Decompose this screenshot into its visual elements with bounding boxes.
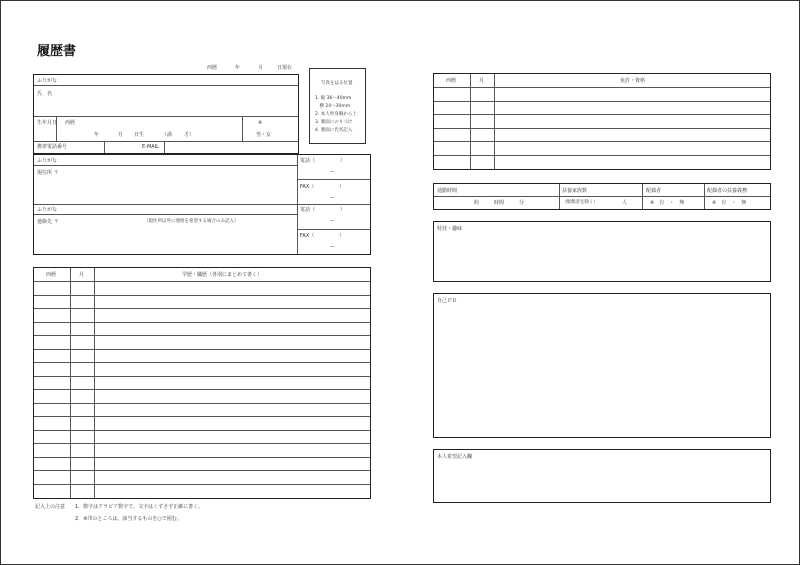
table-row-line	[34, 403, 370, 404]
name-label: 氏 名	[37, 91, 53, 97]
request-box	[433, 449, 771, 503]
personal-info-box	[33, 74, 299, 154]
photo-line: 3. 裏面にのりづけ	[315, 120, 353, 125]
photo-title: 写真をはる位置	[321, 81, 353, 86]
fax-dash: —	[330, 195, 335, 201]
photo-box	[309, 68, 366, 144]
notes-label: 記入上の注意	[35, 504, 66, 510]
table-row-line	[34, 416, 370, 417]
table-row-line	[34, 376, 370, 377]
birth-era: 西暦	[65, 120, 76, 126]
email-label: E-MAIL	[142, 144, 159, 150]
furigana-label: ふりがな	[37, 78, 58, 84]
table-row-line	[34, 389, 370, 390]
family-sub: （配偶者を除く）	[562, 200, 598, 205]
phone-label: 電話（ ）	[300, 158, 346, 164]
table-row-line	[434, 141, 770, 142]
commute-time-value: 約 時間 分	[474, 200, 525, 206]
history-content-header: 学歴・職歴（各別にまとめて書く）	[182, 272, 263, 278]
mobile-label: 携帯電話番号	[37, 144, 68, 150]
photo-line: 1. 縦 36〜40mm	[315, 96, 352, 101]
address-furigana: ふりがな	[37, 158, 58, 164]
history-month-header: 月	[79, 272, 85, 278]
fax-label: FAX（ ）	[300, 184, 345, 190]
table-row-line	[34, 308, 370, 309]
family-unit: 人	[622, 200, 628, 206]
contact-fax-dash: —	[330, 244, 335, 250]
table-row-line	[434, 87, 770, 88]
license-year-header: 西暦	[446, 78, 457, 84]
contact-phone-dash: —	[330, 218, 335, 224]
table-row-line	[34, 349, 370, 350]
table-row-line	[434, 114, 770, 115]
note-item: 2．※印のところは、該当するものを○で囲む。	[75, 516, 182, 522]
contact-phone-label: 電話（ ）	[300, 207, 346, 213]
self-pr-box	[433, 293, 771, 438]
license-table	[433, 73, 771, 170]
address-box	[33, 154, 371, 255]
table-row-line	[34, 335, 370, 336]
history-year-header: 西暦	[46, 272, 57, 278]
table-row-line	[34, 470, 370, 471]
skills-box	[433, 221, 771, 282]
spouse-label: 配偶者	[646, 188, 662, 194]
family-label: 扶養家族数	[562, 188, 588, 194]
birth-day-label: 日生	[134, 132, 145, 138]
date-year-label: 年	[235, 65, 241, 71]
note-item: 1．数字はアラビア数字で、文字はくずさず正確に書く。	[75, 504, 203, 510]
date-day-label: 日現在	[277, 65, 293, 71]
table-row-line	[34, 430, 370, 431]
history-table	[33, 267, 371, 499]
phone-dash: —	[330, 169, 335, 175]
photo-line: 4. 裏面に氏名記入	[315, 128, 353, 133]
page-title: 履歴書	[37, 44, 77, 59]
table-row-line	[34, 281, 370, 282]
commute-time-label: 通勤時間	[437, 188, 458, 194]
current-address-label: 現住所 〒	[37, 170, 59, 176]
contact-fax-label: FAX（ ）	[300, 233, 345, 239]
contact-note: （現住所以外に連絡を希望する場合のみ記入）	[144, 219, 239, 224]
commute-box	[433, 183, 771, 210]
license-month-header: 月	[479, 78, 485, 84]
table-row-line	[434, 101, 770, 102]
date-prefix: 西暦	[207, 65, 218, 71]
skills-label: 特技・趣味	[437, 226, 463, 232]
photo-line: 横 24〜30mm	[315, 104, 351, 109]
birthdate-label: 生年月日	[37, 120, 58, 126]
table-row-line	[434, 155, 770, 156]
sex-mark: ※	[258, 120, 263, 126]
birth-month-label: 月	[118, 132, 124, 138]
table-row-line	[34, 322, 370, 323]
table-row-line	[34, 443, 370, 444]
photo-line: 2. 本人単身胸から上	[315, 112, 357, 117]
contact-address-label: 連絡先 〒	[37, 219, 59, 225]
table-row-line	[34, 362, 370, 363]
table-row-line	[34, 295, 370, 296]
table-row-line	[34, 484, 370, 485]
table-row-line	[34, 457, 370, 458]
self-pr-label: 自己ＰＲ	[437, 298, 458, 304]
spouse-value: ※ 有 ・ 無	[650, 200, 685, 206]
request-label: 本人希望記入欄	[437, 454, 473, 460]
support-value: ※ 有 ・ 無	[712, 200, 747, 206]
sex-options: 男・女	[256, 132, 272, 138]
age-open: （満	[162, 132, 173, 138]
license-content-header: 免許・資格	[620, 78, 646, 84]
support-label: 配偶者の扶養義務	[707, 188, 748, 194]
table-row-line	[434, 128, 770, 129]
age-close: 才）	[184, 132, 195, 138]
contact-furigana: ふりがな	[37, 207, 58, 213]
birth-year-label: 年	[94, 132, 100, 138]
date-month-label: 月	[258, 65, 264, 71]
